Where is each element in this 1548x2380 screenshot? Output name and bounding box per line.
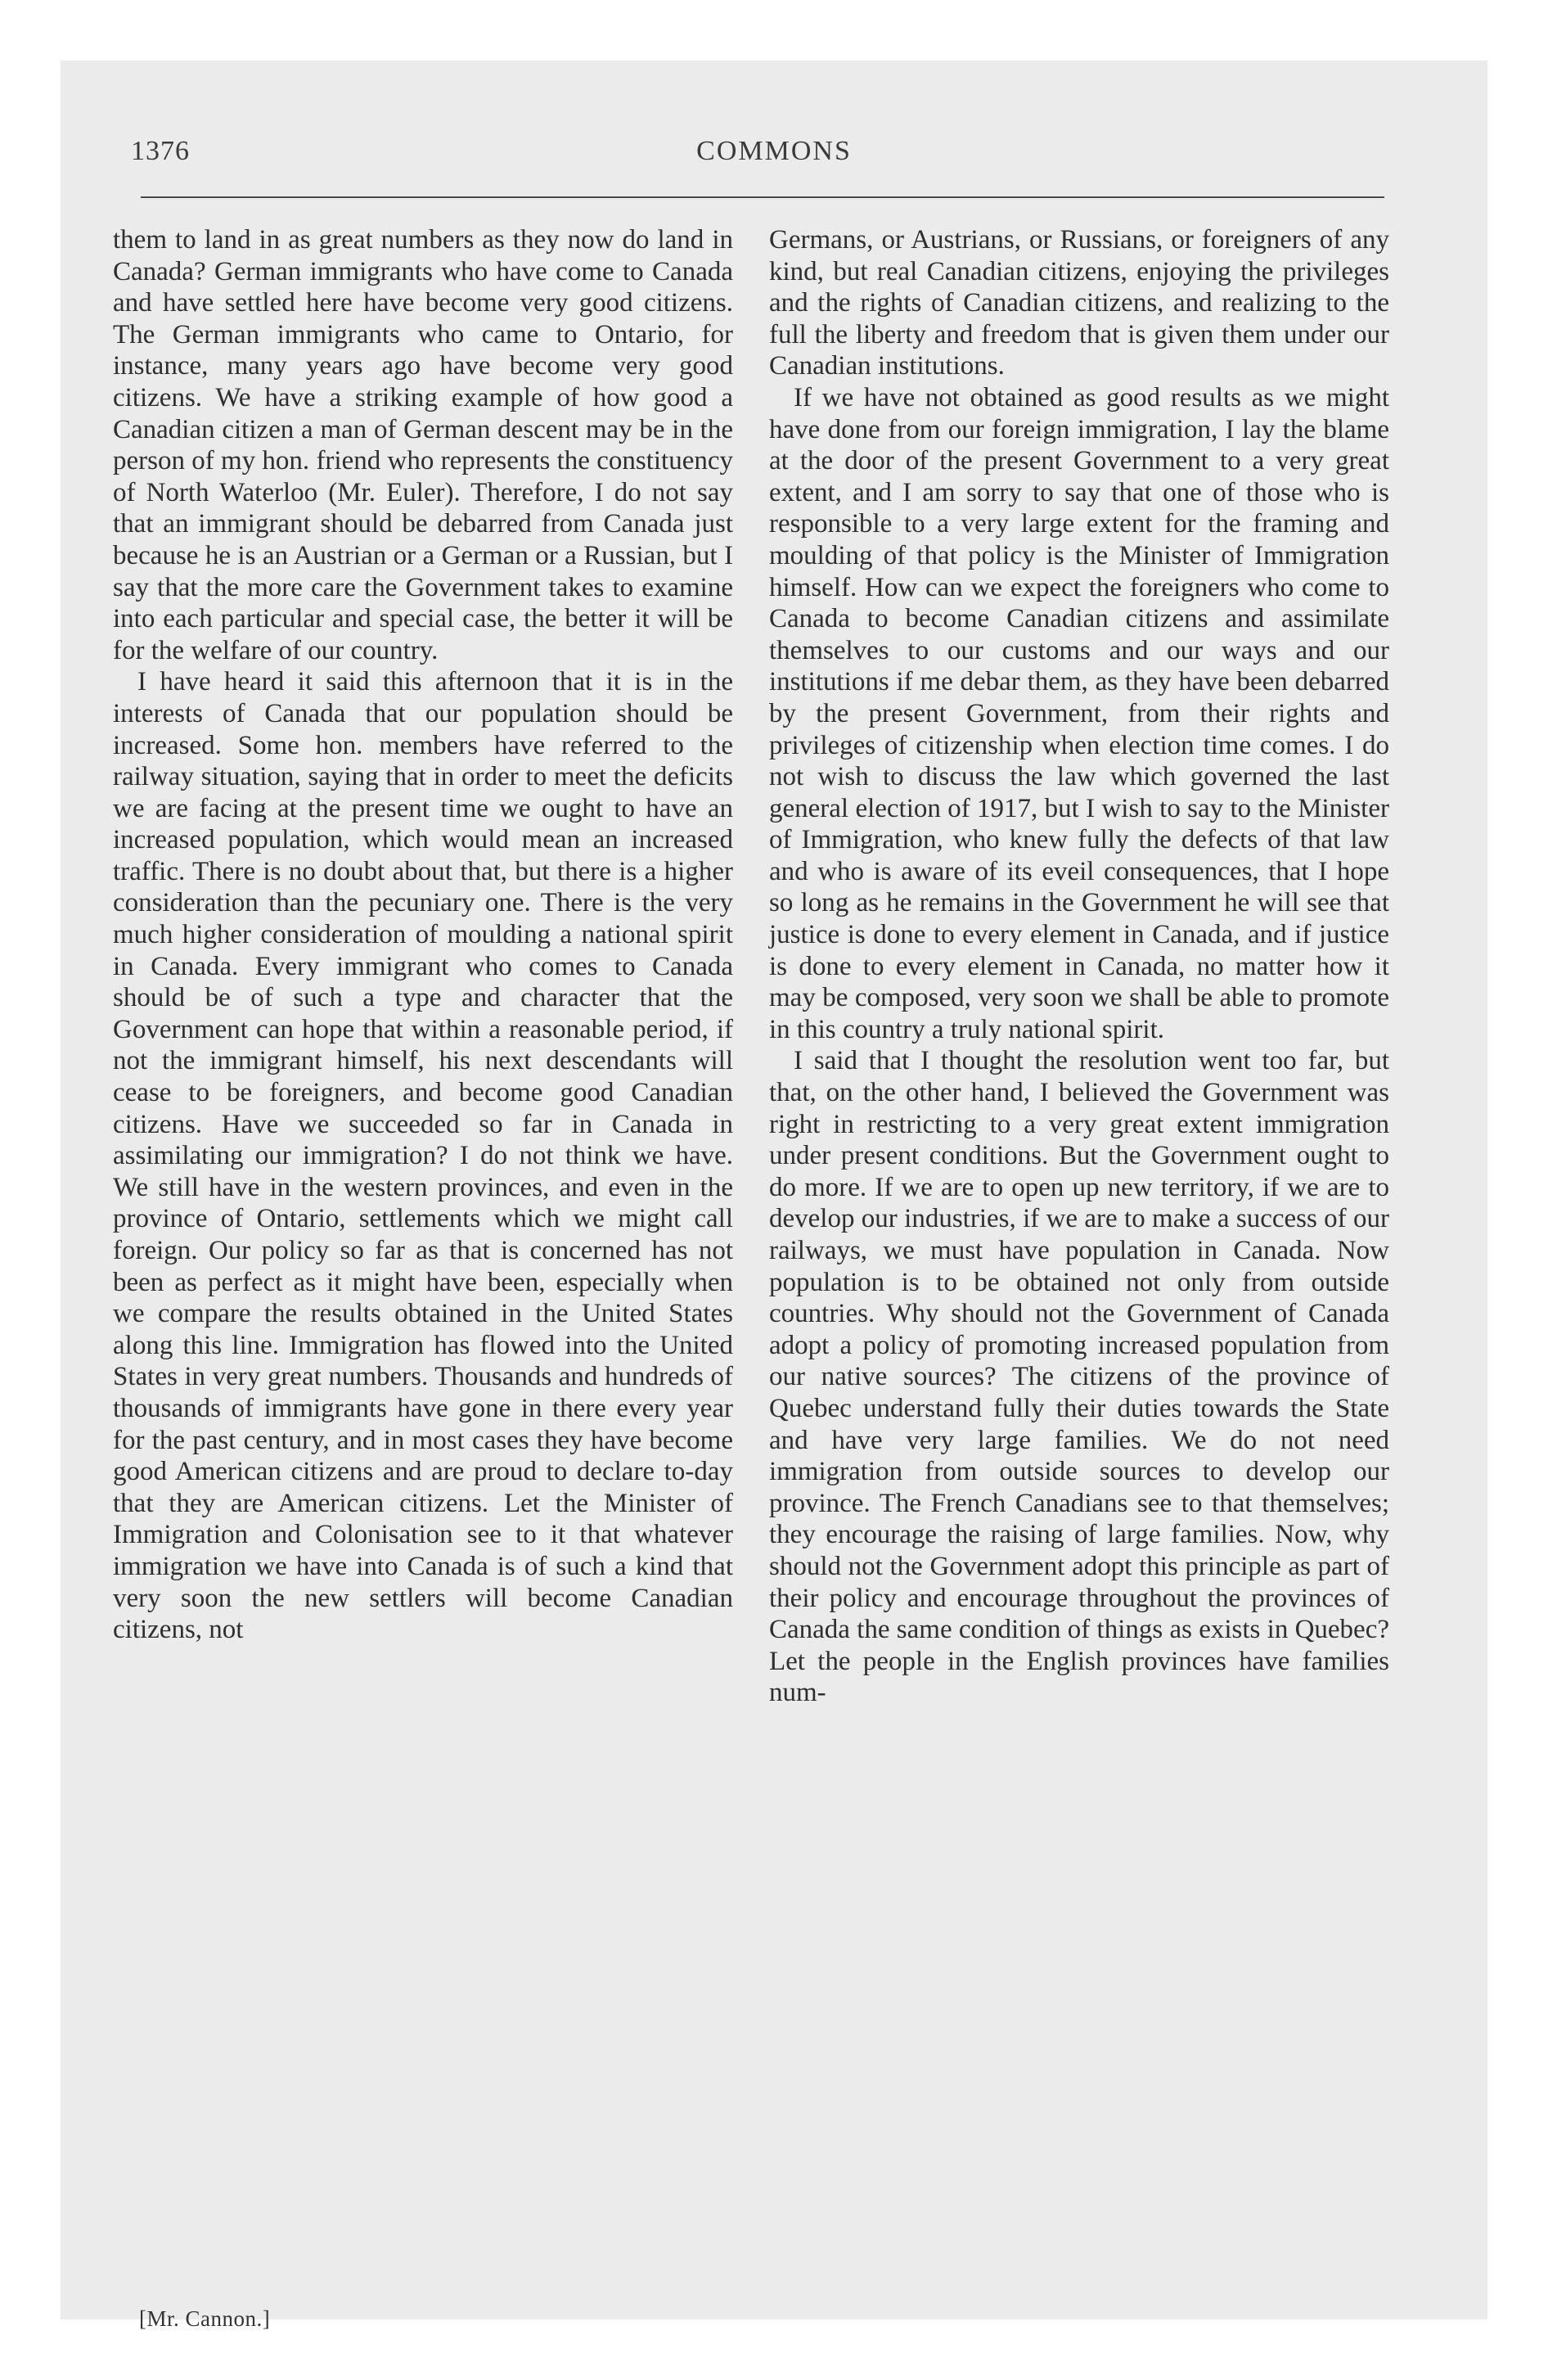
right-paragraph-1: Germans, or Austrians, or Russians, or foreigners of any kind, but real Canadian citizens, enjoying the privileges and the rights of Canadian citizens, and realizing to the full the liberty and freedom that is given them under our Canadian institutions. <box>769 225 1389 381</box>
left-paragraph-1: them to land in as great numbers as they now do land in Canada? German immigrants who have come to Canada and have settled here have become very good citizens. The German immigrants who came to Ontario, for instance, many years ago have become very good citizens. We have a striking example of how good a Canadian citizen a man of German descent may be in the person of my hon. friend who represents the constituency of North Waterloo (Mr. Euler). Therefore, I do not say that an immigrant should be debarred from Canada just because he is an Austrian or a German or a Russian, but I say that the more care the Government takes to examine into each particular and special case, the better it will be for the welfare of our country. <box>113 225 733 665</box>
left-paragraph-2: I have heard it said this afternoon that it is in the interests of Canada that our population should be increased. Some hon. members have referred to the railway situation, saying that in order to meet the deficits we are facing at the present time we ought to have an increased population, which would mean an increased traffic. There is no doubt about that, but there is a higher consideration than the pecuniary one. There is the very much higher consideration of moulding a national spirit in Canada. Every immigrant who comes to Canada should be of such a type and character that the Government can hope that within a reasonable period, if not the immigrant himself, his next descendants will cease to be foreigners, and become good Canadian citizens. Have we succeeded so far in Canada in assimilating our immigration? I do not think we have. We still have in the western provinces, and even in the province of Ontario, settlements which we might call foreign. Our policy so far as that is concerned has not been as perfect as it might have been, especially when we compare the results obtained in the United States along this line. Immigration has flowed into the United States in very great numbers. Thousands and hundreds of thousands of immigrants have gone in there every year for the past century, and in most cases they have become good American citizens and are proud to declare to-day that they are American citizens. Let the Minister of Immigration and Colonisation see to it that whatever immigration we have into Canada is of such a kind that very soon the new settlers will become Canadian citizens, not <box>113 667 733 1645</box>
header-rule <box>141 196 1384 198</box>
right-column <box>769 224 1389 1709</box>
right-paragraph-3: I said that I thought the resolution went too far, but that, on the other hand, I believed the Government was right in restricting to a very great extent immigration under present conditions. But the Government ought to do more. If we are to open up new territory, if we are to develop our industries, if we are to make a success of our railways, we must have population in Canada. Now population is to be obtained not only from outside countries. Why should not the Government of Canada adopt a policy of promoting increased population from our native sources? The citizens of the province of Quebec understand fully their duties towards the State and have very large families. We do not need immigration from outside sources to develop our province. The French Canadians see to that themselves; they encourage the raising of large families. Now, why should not the Government adopt this principle as part of their policy and encourage throughout the provinces of Canada the same condition of things as exists in Quebec? Let the people in the English provinces have families num- <box>769 1046 1389 1708</box>
right-paragraph-2: If we have not obtained as good results as we might have done from our foreign immigration, I lay the blame at the door of the present Government to a very great extent, and I am sorry to say that one of those who is responsible to a very large extent for the framing and moulding of that policy is the Minister of Immigration himself. How can we expect the foreigners who come to Canada to become Canadian citizens and assimilate themselves to our customs and our ways and our institutions if me debar them, as they have been debarred by the present Government, from their rights and privileges of citizenship when election time comes. I do not wish to discuss the law which governed the last general election of 1917, but I wish to say to the Minister of Immigration, who knew fully the defects of that law and who is aware of its eveil consequences, that I hope so long as he remains in the Government he will see that justice is done to every element in Canada, and if justice is done to every element in Canada, no matter how it may be composed, very soon we shall be able to promote in this country a truly national spirit. <box>769 382 1389 1044</box>
page-sheet <box>61 61 1487 2331</box>
speaker-note: [Mr. Cannon.] <box>139 2306 271 2331</box>
left-column <box>113 224 733 1646</box>
running-head: COMMONS <box>696 136 852 166</box>
page-number: 1376 <box>131 136 190 166</box>
